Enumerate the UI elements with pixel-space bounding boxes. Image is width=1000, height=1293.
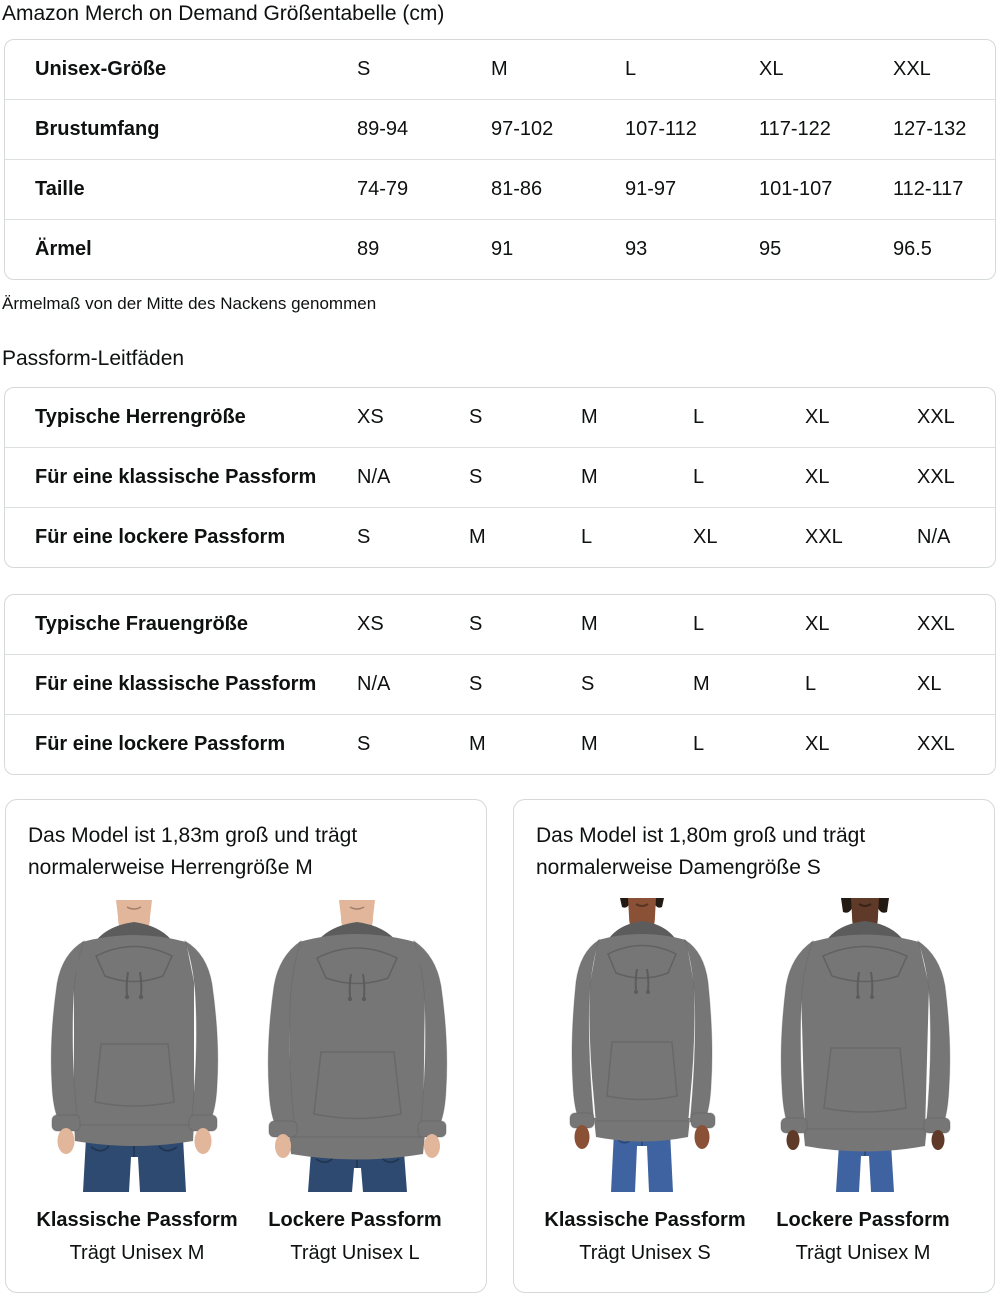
table-cell: XL [917,673,942,695]
table-cell: L [581,526,593,548]
fit-name: Lockere Passform [776,1209,950,1231]
table-row-brustumfang [5,99,995,159]
table-cell: XXL [917,406,955,428]
table-cell: S [469,613,483,635]
row-label: Für eine klassische Passform [35,466,317,488]
table-cell: L [805,673,817,695]
row-label: Für eine klassische Passform [35,673,317,695]
table-cell: 91-97 [625,178,677,200]
fit-size: Trägt Unisex M [795,1242,931,1264]
column-header-l: L [625,58,637,80]
table-cell: XL [693,526,718,548]
table-cell: S [581,673,595,695]
table-cell: L [693,613,705,635]
row-label: Typische Herrengröße [35,406,246,428]
model-photo-woman-classic-fit [536,890,749,1192]
table-cell: 127-132 [893,118,967,140]
table-cell: S [357,526,371,548]
table-cell: M [469,526,486,548]
model-cards-row [5,799,995,1293]
table-cell: S [469,673,483,695]
table-row-aermel [5,219,995,279]
women-fit-guide-table [4,594,996,775]
table-row-typische-frauengroesse [5,595,995,654]
table-cell: XXL [917,613,955,635]
table-cell: XXL [805,526,843,548]
table-cell: N/A [917,526,951,548]
fit-name: Lockere Passform [268,1209,442,1231]
women-model-card [513,799,995,1293]
table-cell: 112-117 [893,178,964,200]
table-cell: L [693,466,705,488]
model-photo-man-classic-fit [28,890,241,1192]
classic-fit-label-group [536,1208,754,1265]
table-cell: M [581,406,598,428]
table-cell: XS [357,613,384,635]
table-cell: 107-112 [625,118,697,140]
table-cell: L [693,406,705,428]
table-cell: L [693,733,705,755]
model-description: Das Model ist 1,83m groß und trägt normalerweise Herrengröße M [28,824,358,879]
table-cell: M [469,733,486,755]
row-label: Taille [35,178,85,200]
table-row-taille [5,159,995,219]
table-cell: 101-107 [759,178,833,200]
table-cell: 81-86 [491,178,543,200]
table-cell: 89-94 [357,118,409,140]
loose-fit-label-group [754,1208,972,1265]
table-cell: 89 [357,238,380,260]
classic-fit-label-group [28,1208,246,1265]
table-cell: 91 [491,238,514,260]
table-row-klassische-passform [5,654,995,714]
unisex-size-table [4,39,996,280]
table-cell: 95 [759,238,782,260]
table-cell: XXL [917,733,955,755]
table-cell: S [357,733,371,755]
row-label: Typische Frauengröße [35,613,249,635]
table-cell: S [469,466,483,488]
row-label: Brustumfang [35,118,160,140]
table-row-klassische-passform [5,447,995,507]
page-title: Amazon Merch on Demand Größentabelle (cm) [2,2,445,25]
table-cell: M [693,673,710,695]
fit-guides-heading: Passform-Leitfäden [2,347,185,370]
table-cell: M [581,733,598,755]
sleeve-measure-footnote: Ärmelmaß von der Mitte des Nackens genommen [2,294,377,313]
row-label: Für eine lockere Passform [35,733,286,755]
column-header-s: S [357,58,371,80]
column-header-xl: XL [759,58,784,80]
table-cell: 117-122 [759,118,831,140]
table-cell: XL [805,733,830,755]
table-cell: N/A [357,673,391,695]
fit-labels-row [28,1208,464,1265]
fit-name: Klassische Passform [544,1209,746,1231]
table-cell: S [469,406,483,428]
table-cell: M [581,466,598,488]
loose-fit-label-group [246,1208,464,1265]
table-cell: 97-102 [491,118,554,140]
men-model-card [5,799,487,1293]
fit-size: Trägt Unisex L [290,1242,420,1264]
table-header-row [5,40,995,99]
table-cell: XS [357,406,384,428]
row-label-unisex-groesse: Unisex-Größe [35,58,167,80]
column-header-m: M [491,58,508,80]
table-cell: XL [805,406,830,428]
table-cell: 74-79 [357,178,409,200]
row-label: Ärmel [35,238,92,260]
model-photo-man-loose-fit [251,890,464,1192]
fit-size: Trägt Unisex S [579,1242,711,1264]
men-fit-guide-table [4,387,996,568]
table-row-lockere-passform [5,714,995,774]
table-row-lockere-passform [5,507,995,567]
table-cell: XL [805,613,830,635]
model-photos [28,890,464,1192]
table-cell: 93 [625,238,648,260]
model-photos [536,890,972,1192]
fit-name: Klassische Passform [36,1209,238,1231]
table-cell: N/A [357,466,391,488]
table-cell: XL [805,466,830,488]
table-cell: XXL [917,466,955,488]
table-cell: 96.5 [893,238,932,260]
model-description: Das Model ist 1,80m groß und trägt normalerweise Damengröße S [536,824,866,879]
row-label: Für eine lockere Passform [35,526,286,548]
model-photo-woman-loose-fit [759,890,972,1192]
column-header-xxl: XXL [893,58,931,80]
fit-labels-row [536,1208,972,1265]
table-cell: M [581,613,598,635]
table-row-typische-herrengroesse [5,388,995,447]
fit-size: Trägt Unisex M [69,1242,205,1264]
